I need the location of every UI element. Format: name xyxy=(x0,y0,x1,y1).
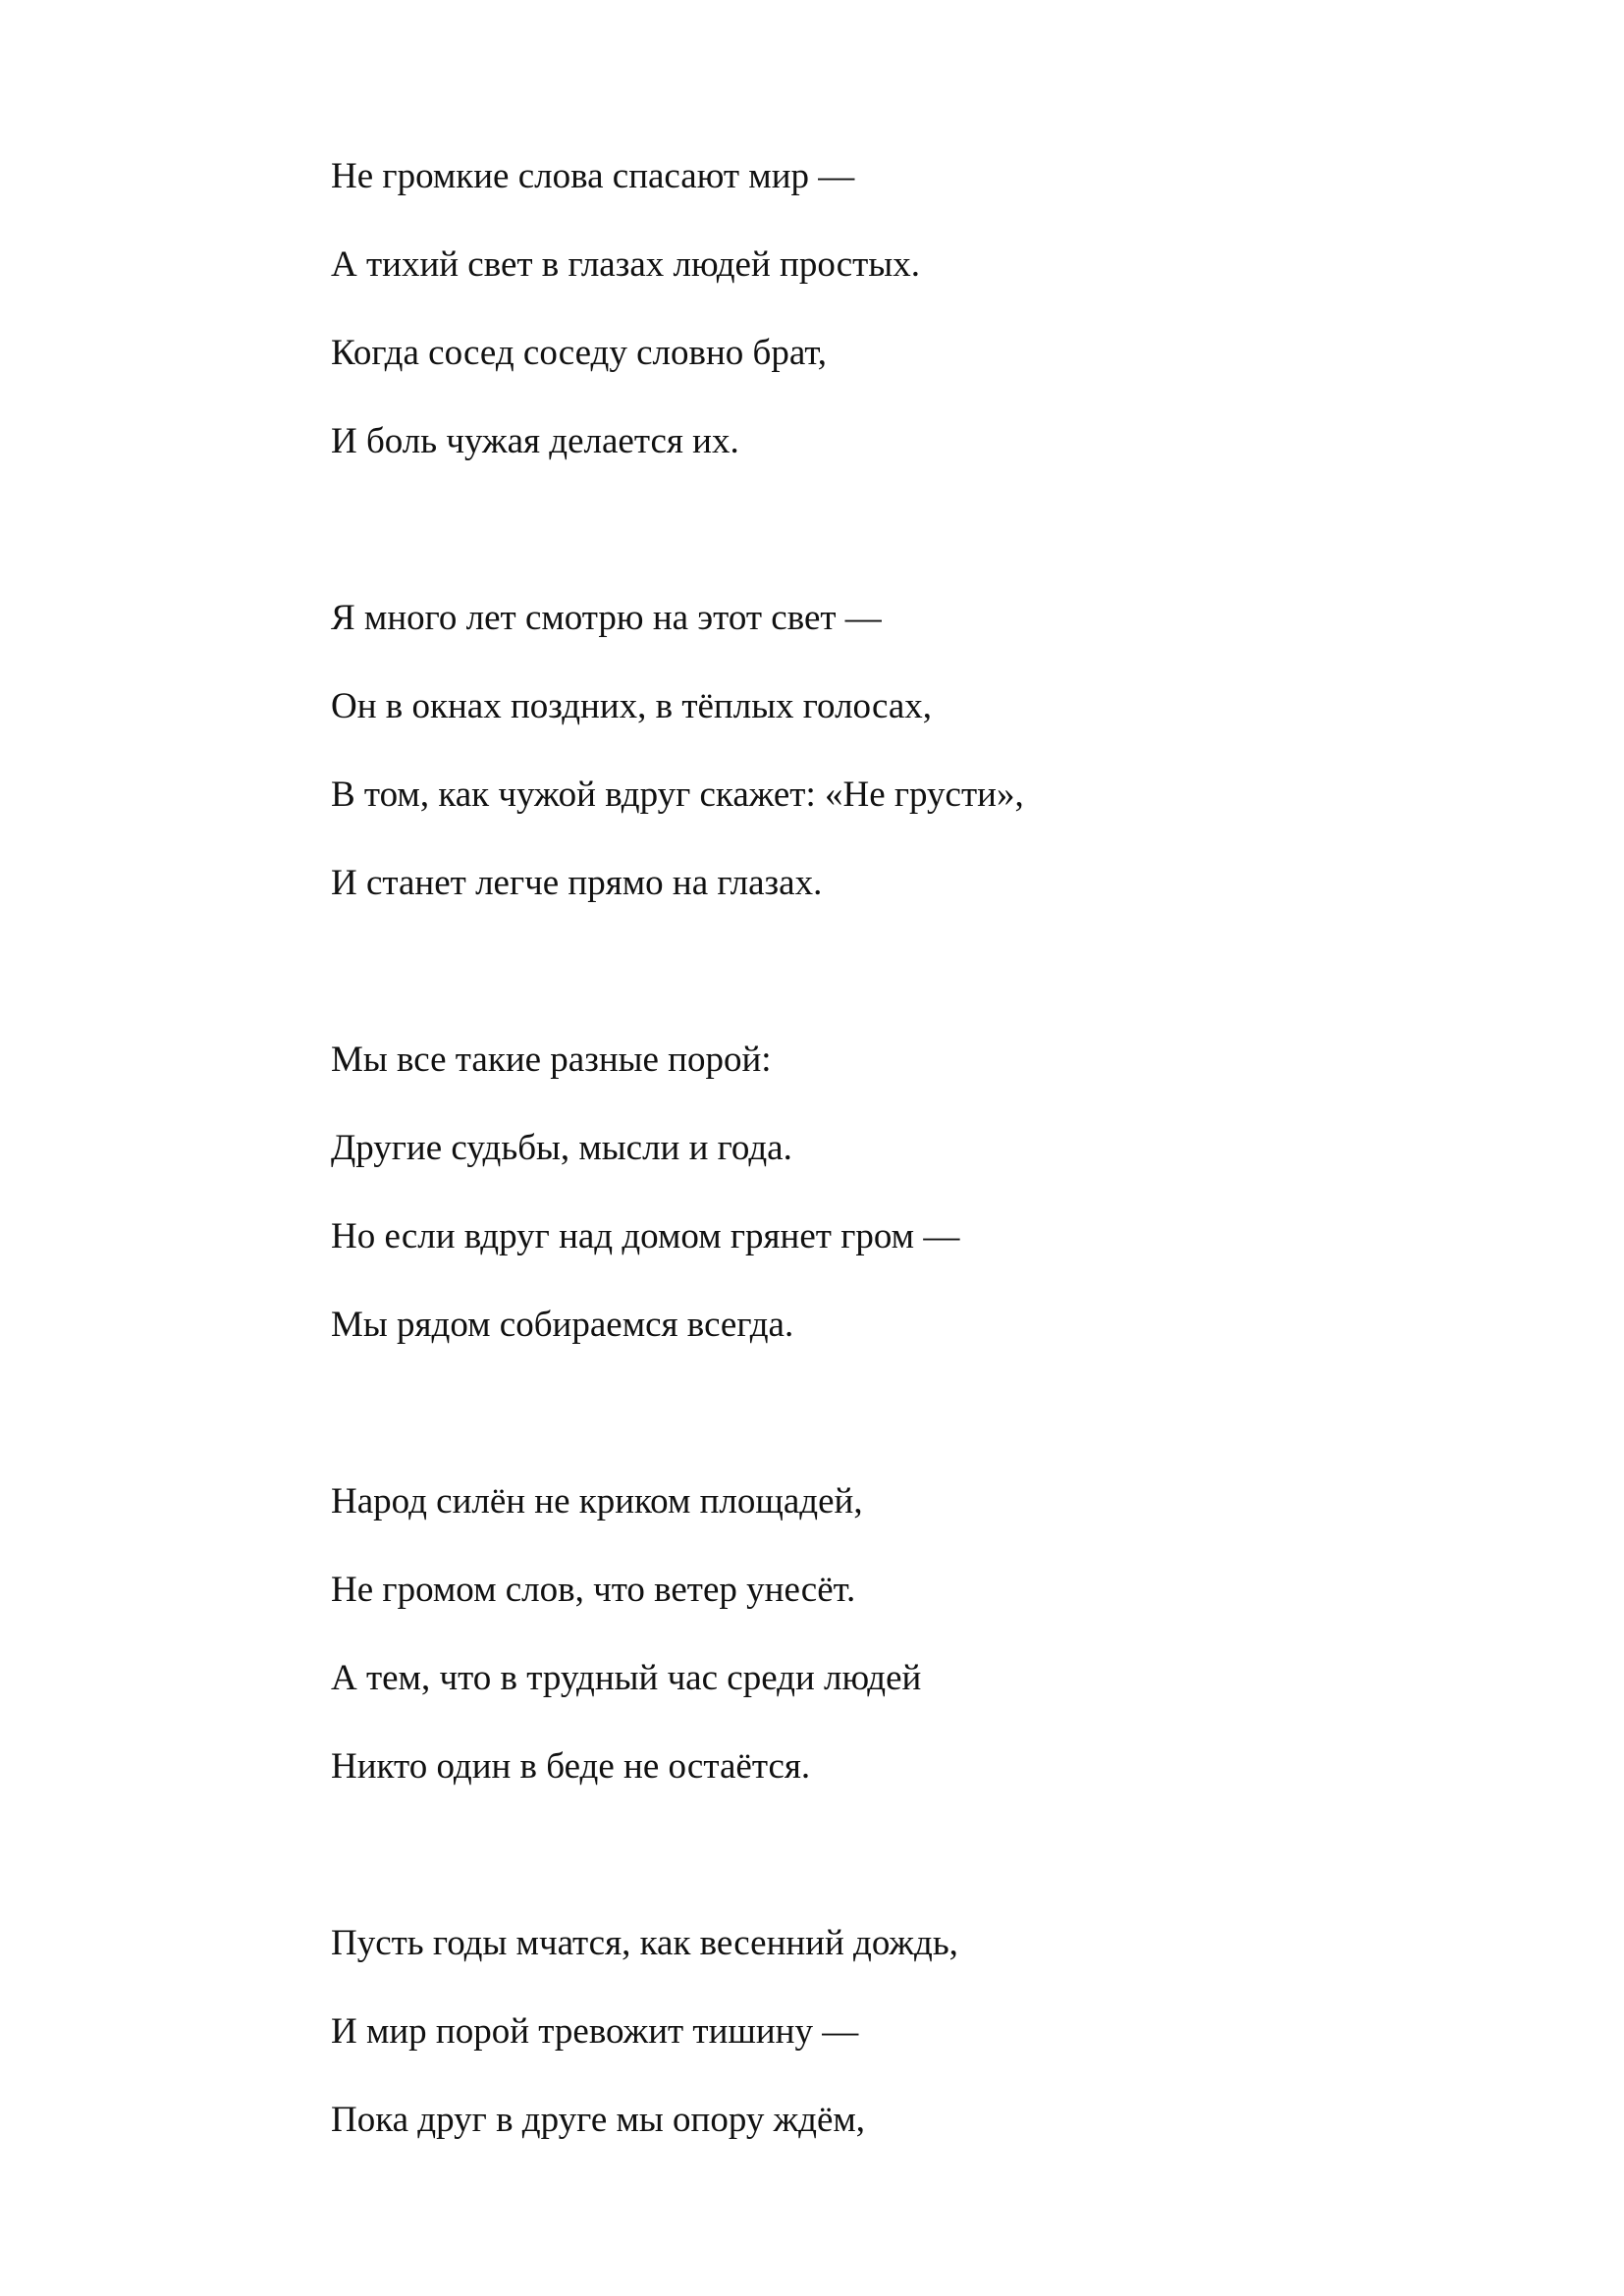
poem-line: А тихий свет в глазах людей простых. xyxy=(331,244,920,285)
stanza-2 xyxy=(331,589,1460,942)
stanza-3 xyxy=(331,1031,1460,1384)
poem-line: Не громом слов, что ветер унесёт. xyxy=(331,1570,856,1610)
poem-line: Он в окнах поздних, в тёплых голосах, xyxy=(331,686,932,726)
poem-line: И боль чужая делается их. xyxy=(331,421,739,461)
poem-line: И мир порой тревожит тишину — xyxy=(331,2011,859,2052)
poem-line: Когда сосед соседу словно брат, xyxy=(331,333,827,373)
poem-line: А тем, что в трудный час среди людей xyxy=(331,1658,922,1698)
poem-line: В том, как чужой вдруг скажет: «Не грусти», xyxy=(331,774,1024,815)
stanza-4 xyxy=(331,1472,1460,1826)
poem-line: Я много лет смотрю на этот свет — xyxy=(331,598,882,638)
poem-line: Никто один в беде не остаётся. xyxy=(331,1746,811,1787)
stanza-5 xyxy=(331,1914,1460,2179)
poem-line: Но если вдруг над домом грянет гром — xyxy=(331,1216,960,1256)
poem-body xyxy=(331,147,1460,2268)
poem-line: Пусть годы мчатся, как весенний дождь, xyxy=(331,1923,958,1963)
stanza-1 xyxy=(331,147,1460,501)
poem-line: Не громкие слова спасают мир — xyxy=(331,156,855,196)
poem-line: Другие судьбы, мысли и года. xyxy=(331,1128,792,1168)
poem-line: Народ силён не криком площадей, xyxy=(331,1481,863,1522)
poem-line: Мы все такие разные порой: xyxy=(331,1040,772,1080)
poem-line: И станет легче прямо на глазах. xyxy=(331,863,823,903)
poem-line: Пока друг в друге мы опору ждём, xyxy=(331,2100,866,2140)
poem-line: Мы рядом собираемся всегда. xyxy=(331,1305,794,1345)
